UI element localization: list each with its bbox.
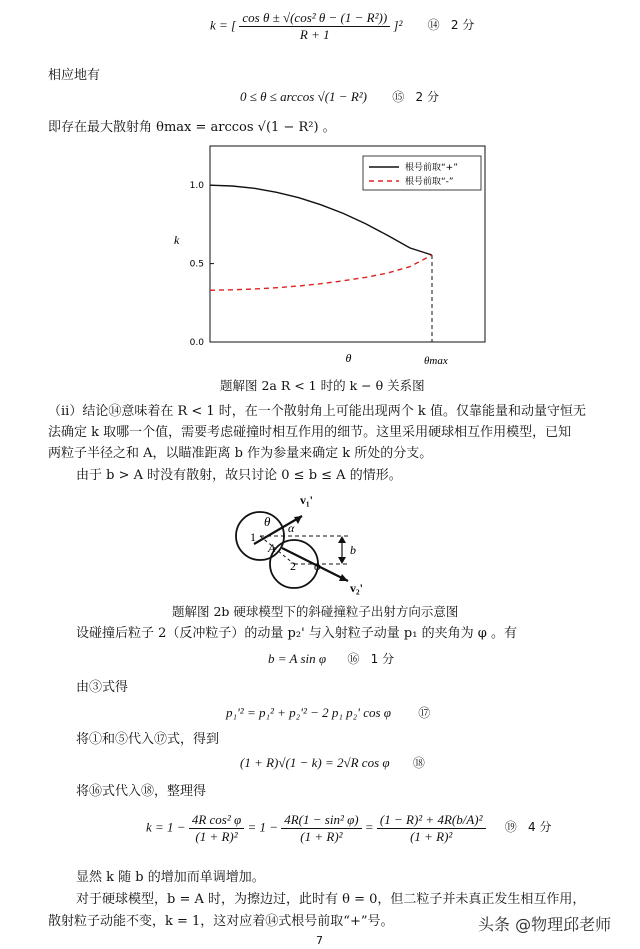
label-v1: v₁' [300, 493, 313, 507]
eq17-expr: p₁'² = p₁² + p₂'² − 2 p₁ p₂' cos φ [226, 705, 391, 720]
label-A: A [268, 541, 276, 555]
eq19-frac2 [281, 812, 361, 845]
eq14-numerator: cos θ ± √(cos² θ − (1 − R²)) [239, 10, 390, 27]
eq19-frac2-top: 4R(1 − sin² φ) [281, 812, 361, 829]
eq17-tag: ⑰ [418, 706, 431, 720]
series-line-1 [210, 255, 432, 290]
para-ii-line2: 法确定 k 取哪一个值，需要考虑碰撞时相互作用的细节。这里采用硬球相互作用模型，已知 [48, 425, 572, 440]
eq19-tag: ⑲ [504, 820, 517, 835]
eq19-k: k = 1 − [146, 819, 186, 835]
eq19-score: 4 分 [528, 820, 552, 835]
eq19-frac2-bot: (1 + R)² [300, 829, 343, 844]
label-phi: φ [314, 559, 321, 573]
figure-2a-chart [160, 138, 490, 378]
equation-18 [240, 754, 425, 771]
label-alpha: α [288, 521, 295, 535]
eq14-lhs: k = [ [210, 17, 237, 33]
y-tick-label: 0.0 [189, 338, 204, 348]
para-b-greater-a: 由于 b > A 时没有散射，故只讨论 0 ≤ b ≤ A 的情形。 [76, 468, 402, 483]
figure-2a-caption: 题解图 2a R < 1 时的 k − θ 关系图 [220, 378, 425, 393]
eq18-expr: (1 + R)√(1 − k) = 2√R cos φ [240, 755, 390, 770]
eq19-frac3-bot: (1 + R)² [410, 829, 453, 844]
text-substitute-16: 将⑯式代入⑱，整理得 [76, 784, 207, 799]
eq19-mid: = 1 − [247, 819, 278, 835]
eq19-frac1-bot: (1 + R)² [195, 829, 238, 844]
eq19-frac1-top: 4R cos² φ [189, 812, 244, 829]
equation-15 [240, 88, 439, 105]
label-particle-2: 2 [290, 559, 296, 573]
equation-14 [210, 10, 474, 43]
legend-label-0: 根号前取“+” [405, 163, 458, 173]
eq19-frac1 [189, 812, 244, 845]
eq16-expr: b = A sin φ [268, 651, 327, 666]
figure-2b-caption: 题解图 2b 硬球模型下的斜碰撞粒子出射方向示意图 [172, 604, 459, 619]
eq15-tag: ⑮ [392, 90, 405, 104]
para-ii-line1: （ii）结论⑭意味着在 R < 1 时，在一个散射角上可能出现两个 k 值。仅靠能量和动量守恒无 [48, 404, 586, 419]
legend-label-1: 根号前取“-” [405, 177, 454, 187]
page-number: 7 [316, 934, 323, 947]
eq19-frac3 [377, 812, 486, 845]
para-hard-sphere-2: 散射粒子动能不变，k = 1，这对应着⑭式根号前取“+”号。 [48, 914, 394, 929]
y-tick-label: 1.0 [189, 181, 204, 192]
para-ii-line3: 两粒子半径之和 A，以瞄准距离 b 作为参量来确定 k 所处的分支。 [48, 446, 433, 461]
x-tick-label-theta-max: θmax [424, 355, 448, 367]
x-axis-label: θ [345, 351, 352, 365]
label-theta: θ [264, 514, 271, 529]
eq19-equals: = [364, 819, 374, 835]
text-from-eq3: 由③式得 [76, 680, 129, 695]
eq18-tag: ⑱ [412, 756, 425, 770]
eq15-score: 2 分 [415, 90, 439, 104]
y-tick-label: 0.5 [189, 259, 204, 270]
b-arrow-up [338, 536, 346, 543]
para-hard-sphere-1: 对于硬球模型，b = A 时，为擦边过，此时有 θ = 0，但二粒子并未真正发生相互作用， [76, 892, 586, 907]
text-monotonic: 显然 k 随 b 的增加而单调增加。 [76, 870, 265, 885]
eq14-denominator: R + 1 [299, 27, 330, 42]
eq15-expr: 0 ≤ θ ≤ arccos √(1 − R²) [240, 89, 367, 104]
label-b: b [350, 543, 356, 557]
eq14-fraction [239, 10, 390, 43]
series-line-0 [210, 185, 432, 255]
y-axis-label: k [174, 233, 180, 247]
label-v2: v₂' [350, 581, 363, 595]
equation-17 [226, 704, 430, 721]
equation-19 [146, 812, 551, 845]
eq16-score: 1 分 [370, 652, 395, 666]
b-arrow-down [338, 557, 346, 564]
text-max-angle: 即存在最大散射角 θmax = arccos √(1 − R²) 。 [48, 120, 336, 135]
text-substitute-1-5: 将①和⑤代入⑰式，得到 [76, 732, 220, 747]
watermark: 头条 @物理邱老师 [478, 915, 612, 934]
eq19-frac3-top: (1 − R)² + 4R(b/A)² [377, 812, 486, 829]
text-correspondingly: 相应地有 [48, 68, 101, 83]
para-p2-angle: 设碰撞后粒子 2（反冲粒子）的动量 p₂' 与入射粒子动量 p₁ 的夹角为 φ 。有 [76, 626, 517, 641]
eq14-score: 2 分 [450, 18, 475, 33]
eq16-tag: ⑯ [347, 652, 360, 666]
equation-16 [268, 650, 394, 667]
label-particle-1: 1 [250, 530, 256, 544]
figure-2b-diagram [230, 486, 410, 596]
eq14-rhs: ]² [393, 17, 403, 33]
eq14-tag: ⑭ [427, 18, 440, 33]
